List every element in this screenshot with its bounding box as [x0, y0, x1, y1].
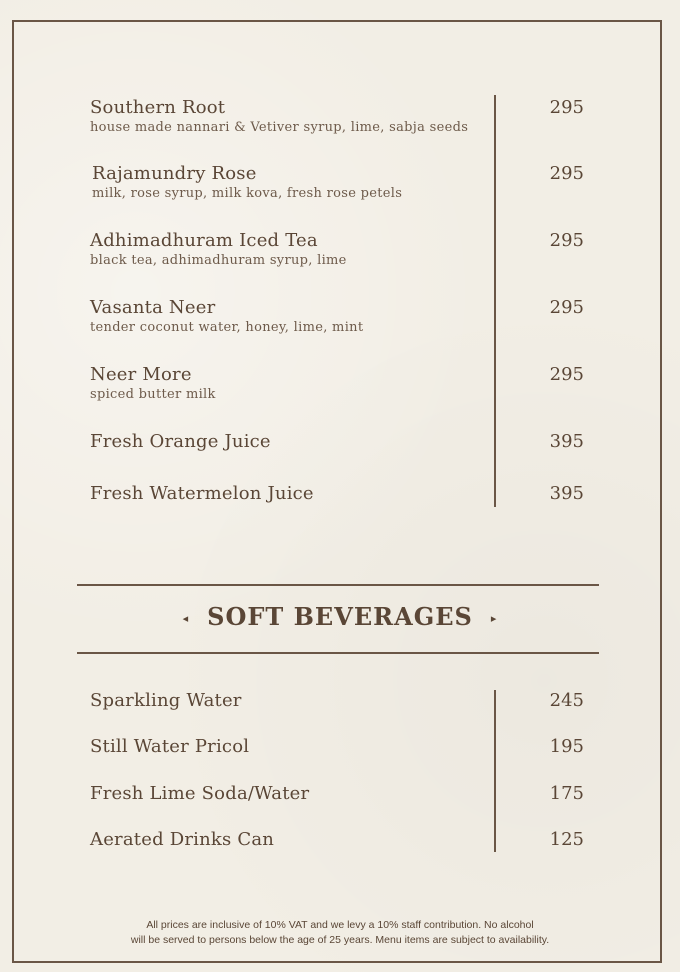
menu-item: [90, 736, 590, 758]
menu-item: [90, 97, 590, 137]
item-name: Fresh Watermelon Juice: [90, 483, 314, 504]
item-description: milk, rose syrup, milk kova, fresh rose petels: [92, 186, 403, 201]
item-name: Aerated Drinks Can: [90, 829, 275, 850]
menu-item: [92, 163, 592, 203]
item-price: 295: [549, 297, 584, 318]
item-name: Southern Root: [90, 97, 226, 118]
menu-item: [90, 690, 590, 712]
menu-item: [90, 483, 590, 505]
item-price: 195: [549, 736, 584, 757]
item-name: Sparkling Water: [90, 690, 242, 711]
item-description: spiced butter milk: [90, 387, 216, 402]
section-rule-bottom: [77, 652, 599, 654]
menu-item: [90, 829, 590, 851]
item-description: tender coconut water, honey, lime, mint: [90, 320, 364, 335]
menu-item: [90, 230, 590, 270]
item-price: 295: [549, 230, 584, 251]
item-price: 295: [549, 97, 584, 118]
item-price: 125: [549, 829, 584, 850]
menu-item: [90, 431, 590, 453]
item-description: house made nannari & Vetiver syrup, lime, sabja seeds: [90, 120, 469, 135]
item-price: 175: [549, 783, 584, 804]
item-description: black tea, adhimadhuram syrup, lime: [90, 253, 347, 268]
item-name: Vasanta Neer: [90, 297, 216, 318]
item-name: Still Water Pricol: [90, 736, 250, 757]
section-rule-top: [77, 584, 599, 586]
footer-line: All prices are inclusive of 10% VAT and we levy a 10% staff contribution. No alcohol: [146, 919, 534, 931]
item-name: Fresh Lime Soda/Water: [90, 783, 310, 804]
footer-note: [60, 918, 620, 948]
item-price: 295: [549, 163, 584, 184]
item-name: Adhimadhuram Iced Tea: [90, 230, 318, 251]
item-name: Neer More: [90, 364, 192, 385]
section-title: SOFT BEVERAGES: [207, 602, 473, 631]
item-price: 245: [549, 690, 584, 711]
item-price: 395: [549, 431, 584, 452]
item-name: Fresh Orange Juice: [90, 431, 271, 452]
menu-item: [90, 364, 590, 404]
menu-item: [90, 783, 590, 805]
item-price: 395: [549, 483, 584, 504]
footer-line: will be served to persons below the age of 25 years. Menu items are subject to availability.: [130, 934, 550, 946]
price-divider-bottom: [494, 690, 496, 852]
section-heading: [0, 602, 680, 631]
item-price: 295: [549, 364, 584, 385]
menu-item: [90, 297, 590, 337]
arrow-right-icon: ▸: [490, 612, 498, 625]
item-name: Rajamundry Rose: [92, 163, 257, 184]
arrow-left-icon: ◂: [182, 612, 190, 625]
